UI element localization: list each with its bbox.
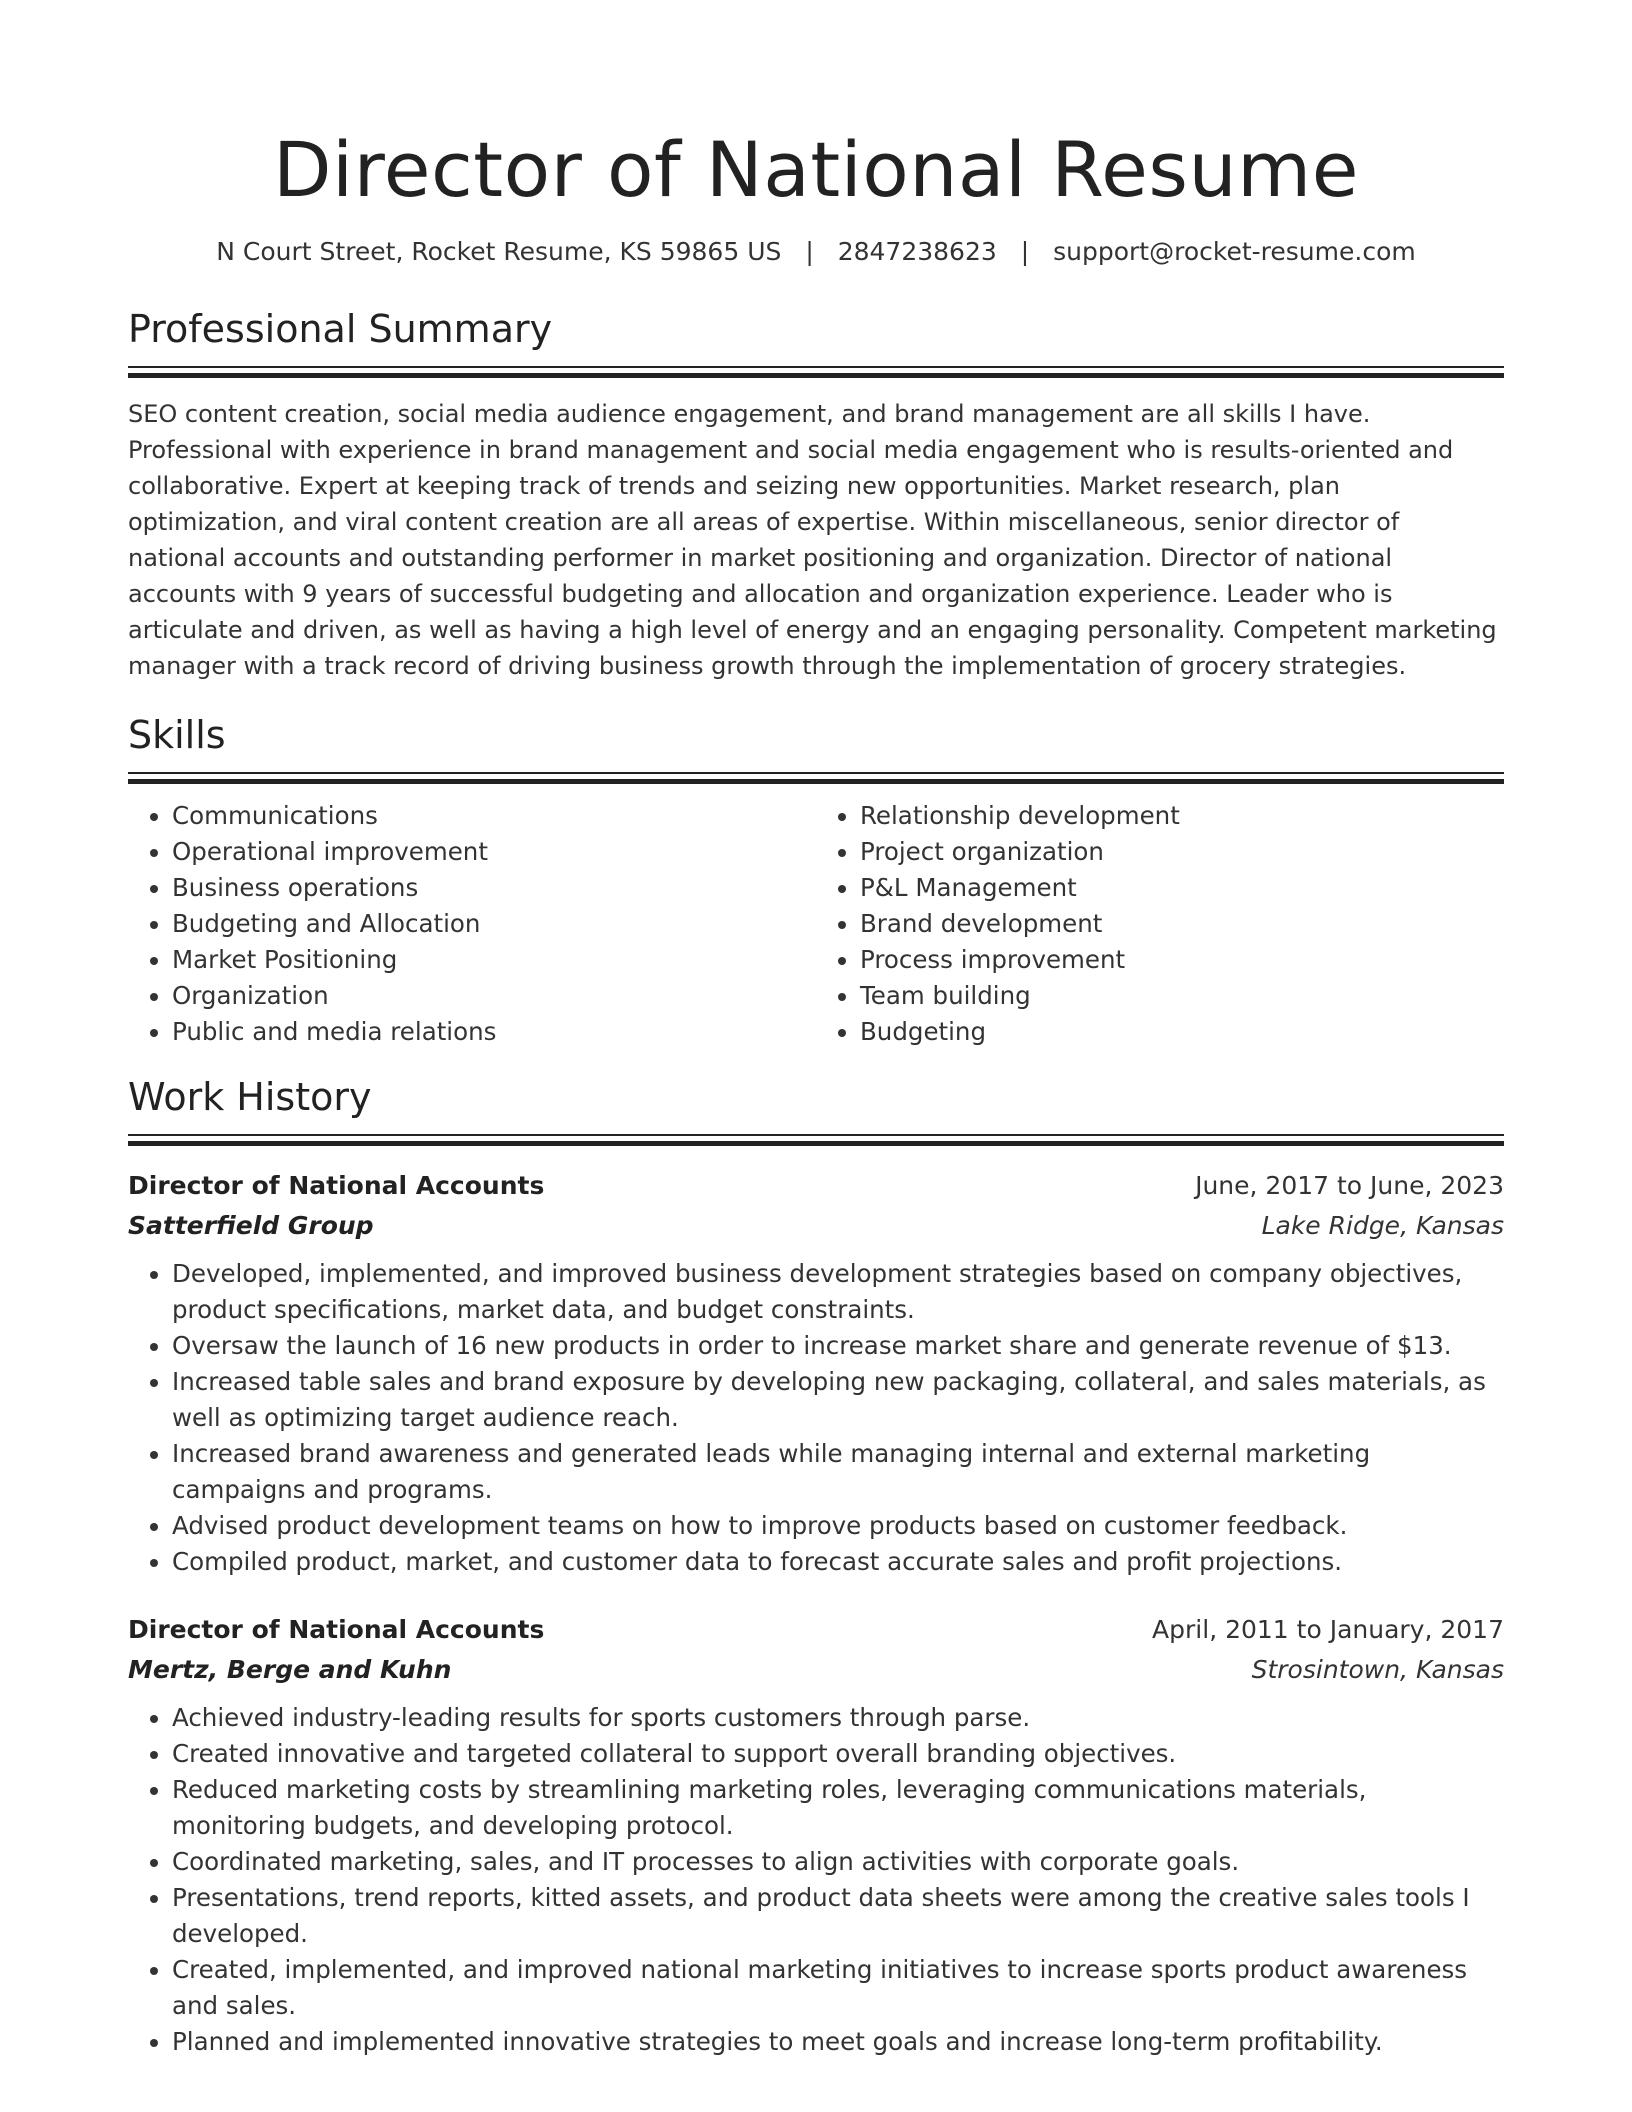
job-bullet: • Developed, implemented, and improved business development strategies based on company objectives, product specifications, market data, and budget constraints. bbox=[172, 1256, 1504, 1328]
resume-title: Director of National Resume bbox=[273, 125, 1359, 214]
skills-list-right bbox=[816, 798, 1504, 1050]
contact-email: support@rocket-resume.com bbox=[1053, 237, 1416, 266]
job-title: Director of National Accounts bbox=[128, 1171, 545, 1200]
job-bullet: • Compiled product, market, and customer data to forecast accurate sales and profit projections. bbox=[172, 1544, 1504, 1580]
job-location: Lake Ridge, Kansas bbox=[1261, 1211, 1504, 1240]
skill-item: • Business operations bbox=[172, 870, 816, 906]
section-divider bbox=[128, 772, 1504, 786]
skill-item: • P&L Management bbox=[860, 870, 1504, 906]
job-dates: April, 2011 to January, 2017 bbox=[1152, 1615, 1504, 1644]
job-responsibilities bbox=[128, 1700, 1504, 2060]
skills-section bbox=[128, 712, 1504, 1050]
job-bullet: • Created innovative and targeted collateral to support overall branding objectives. bbox=[172, 1736, 1504, 1772]
job-company-row bbox=[128, 1206, 1504, 1246]
professional-summary-section bbox=[128, 306, 1504, 684]
job-bullet: • Presentations, trend reports, kitted assets, and product data sheets were among the creative sales tools I developed. bbox=[172, 1880, 1504, 1952]
job-bullet: • Increased table sales and brand exposure by developing new packaging, collateral, and sales materials, as well as optimizing target audience reach. bbox=[172, 1364, 1504, 1436]
section-divider bbox=[128, 1134, 1504, 1148]
job-bullet: • Coordinated marketing, sales, and IT processes to align activities with corporate goals. bbox=[172, 1844, 1504, 1880]
job-bullet: • Created, implemented, and improved national marketing initiatives to increase sports product awareness and sales. bbox=[172, 1952, 1504, 2024]
contact-separator: | bbox=[1020, 237, 1030, 266]
contact-separator: | bbox=[805, 237, 814, 266]
contact-phone: 2847238623 bbox=[837, 237, 997, 266]
job-bullet: • Planned and implemented innovative strategies to meet goals and increase long-term profitability. bbox=[172, 2024, 1504, 2060]
job-entry bbox=[128, 1610, 1504, 2060]
job-bullet: • Reduced marketing costs by streamlining marketing roles, leveraging communications materials, monitoring budgets, and developing protocol. bbox=[172, 1772, 1504, 1844]
job-bullet: • Achieved industry-leading results for sports customers through parse. bbox=[172, 1700, 1504, 1736]
skills-list-left bbox=[128, 798, 816, 1050]
skill-item: • Budgeting and Allocation bbox=[172, 906, 816, 942]
contact-line bbox=[128, 236, 1504, 268]
work-history-section bbox=[128, 1074, 1504, 2060]
job-company: Mertz, Berge and Kuhn bbox=[128, 1655, 452, 1684]
skill-item: • Operational improvement bbox=[172, 834, 816, 870]
job-dates: June, 2017 to June, 2023 bbox=[1195, 1171, 1504, 1200]
job-bullet: • Oversaw the launch of 16 new products in order to increase market share and generate revenue of $13. bbox=[172, 1328, 1504, 1364]
job-bullet: • Advised product development teams on how to improve products based on customer feedback. bbox=[172, 1508, 1504, 1544]
job-location: Strosintown, Kansas bbox=[1251, 1655, 1504, 1684]
job-company-row bbox=[128, 1650, 1504, 1690]
section-title-work-history: Work History bbox=[128, 1075, 372, 1119]
job-header-row bbox=[128, 1610, 1504, 1650]
job-entry bbox=[128, 1166, 1504, 1580]
skill-item: • Project organization bbox=[860, 834, 1504, 870]
summary-text: SEO content creation, social media audience engagement, and brand management are all skills I have. Professional with experience in brand management and social media engagement who is results-oriented and collaborative. Expert at keeping track of trends and seizing new opportunities. Market research, plan optimization, and viral content creation are all areas of expertise. Within miscellaneous, senior director of national accounts and outstanding performer in market positioning and organization. Director of national accounts with 9 years of successful budgeting and allocation and organization experience. Leader who is articulate and driven, as well as having a high level of energy and an engaging personality. Competent marketing manager with a track record of driving business growth through the implementation of grocery strategies. bbox=[128, 400, 1497, 680]
job-company: Satterfield Group bbox=[128, 1211, 374, 1240]
skill-item: • Organization bbox=[172, 978, 816, 1014]
section-divider bbox=[128, 366, 1504, 380]
job-responsibilities bbox=[128, 1256, 1504, 1580]
skill-item: • Relationship development bbox=[860, 798, 1504, 834]
skill-item: • Communications bbox=[172, 798, 816, 834]
skill-item: • Public and media relations bbox=[172, 1014, 816, 1050]
section-title-skills: Skills bbox=[128, 713, 226, 757]
skill-item: • Budgeting bbox=[860, 1014, 1504, 1050]
job-bullet: • Increased brand awareness and generated leads while managing internal and external marketing campaigns and programs. bbox=[172, 1436, 1504, 1508]
skill-item: • Brand development bbox=[860, 906, 1504, 942]
skills-columns bbox=[128, 798, 1504, 1050]
section-title-summary: Professional Summary bbox=[128, 307, 553, 351]
contact-address: N Court Street, Rocket Resume, KS 59865 US bbox=[216, 237, 782, 266]
skill-item: • Market Positioning bbox=[172, 942, 816, 978]
skill-item: • Process improvement bbox=[860, 942, 1504, 978]
job-header-row bbox=[128, 1166, 1504, 1206]
job-title: Director of National Accounts bbox=[128, 1615, 545, 1644]
skill-item: • Team building bbox=[860, 978, 1504, 1014]
